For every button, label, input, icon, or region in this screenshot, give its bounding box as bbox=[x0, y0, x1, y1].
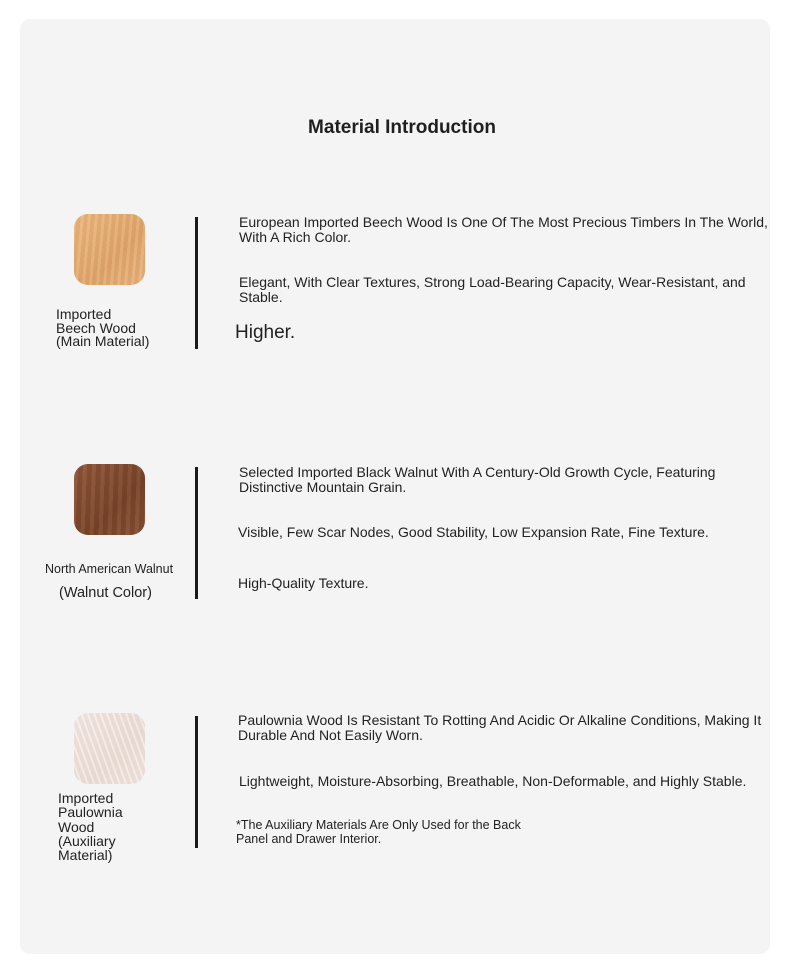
material-subname-walnut: (Walnut Color) bbox=[59, 585, 152, 601]
beech-desc-3: Higher. bbox=[235, 322, 296, 343]
paulownia-desc-2: Lightweight, Moisture-Absorbing, Breathable, Non-Deformable, and Highly Stable. bbox=[239, 773, 747, 789]
beech-desc-2: Elegant, With Clear Textures, Strong Load-Bearing Capacity, Wear-Resistant, and Stable. bbox=[239, 274, 746, 305]
paulownia-desc-1: Paulownia Wood Is Resistant To Rotting And Acidic Or Alkaline Conditions, Making It Durable And Not Easily Worn. bbox=[238, 712, 762, 743]
paulownia-wood-swatch bbox=[74, 713, 145, 784]
material-name-paulownia: Imported Paulownia Wood (Auxiliary Material) bbox=[58, 790, 123, 864]
walnut-desc-2: Visible, Few Scar Nodes, Good Stability, Low Expansion Rate, Fine Texture. bbox=[238, 524, 709, 540]
section-title: Material Introduction bbox=[308, 117, 496, 138]
walnut-wood-swatch bbox=[74, 464, 145, 535]
material-name-walnut: North American Walnut bbox=[45, 562, 174, 576]
beech-wood-swatch bbox=[74, 214, 145, 285]
walnut-desc-1: Selected Imported Black Walnut With A Century-Old Growth Cycle, Featuring Distinctive Mountain Grain. bbox=[239, 464, 716, 495]
material-name-beech: Imported Beech Wood (Main Material) bbox=[56, 306, 150, 349]
divider-beech bbox=[195, 217, 198, 349]
beech-desc-1: European Imported Beech Wood Is One Of The Most Precious Timbers In The World, With A Rich Color. bbox=[239, 214, 768, 245]
walnut-desc-3: High-Quality Texture. bbox=[238, 575, 369, 591]
divider-walnut bbox=[195, 467, 198, 599]
auxiliary-note: *The Auxiliary Materials Are Only Used for the Back Panel and Drawer Interior. bbox=[236, 818, 521, 846]
divider-paulownia bbox=[195, 716, 198, 848]
